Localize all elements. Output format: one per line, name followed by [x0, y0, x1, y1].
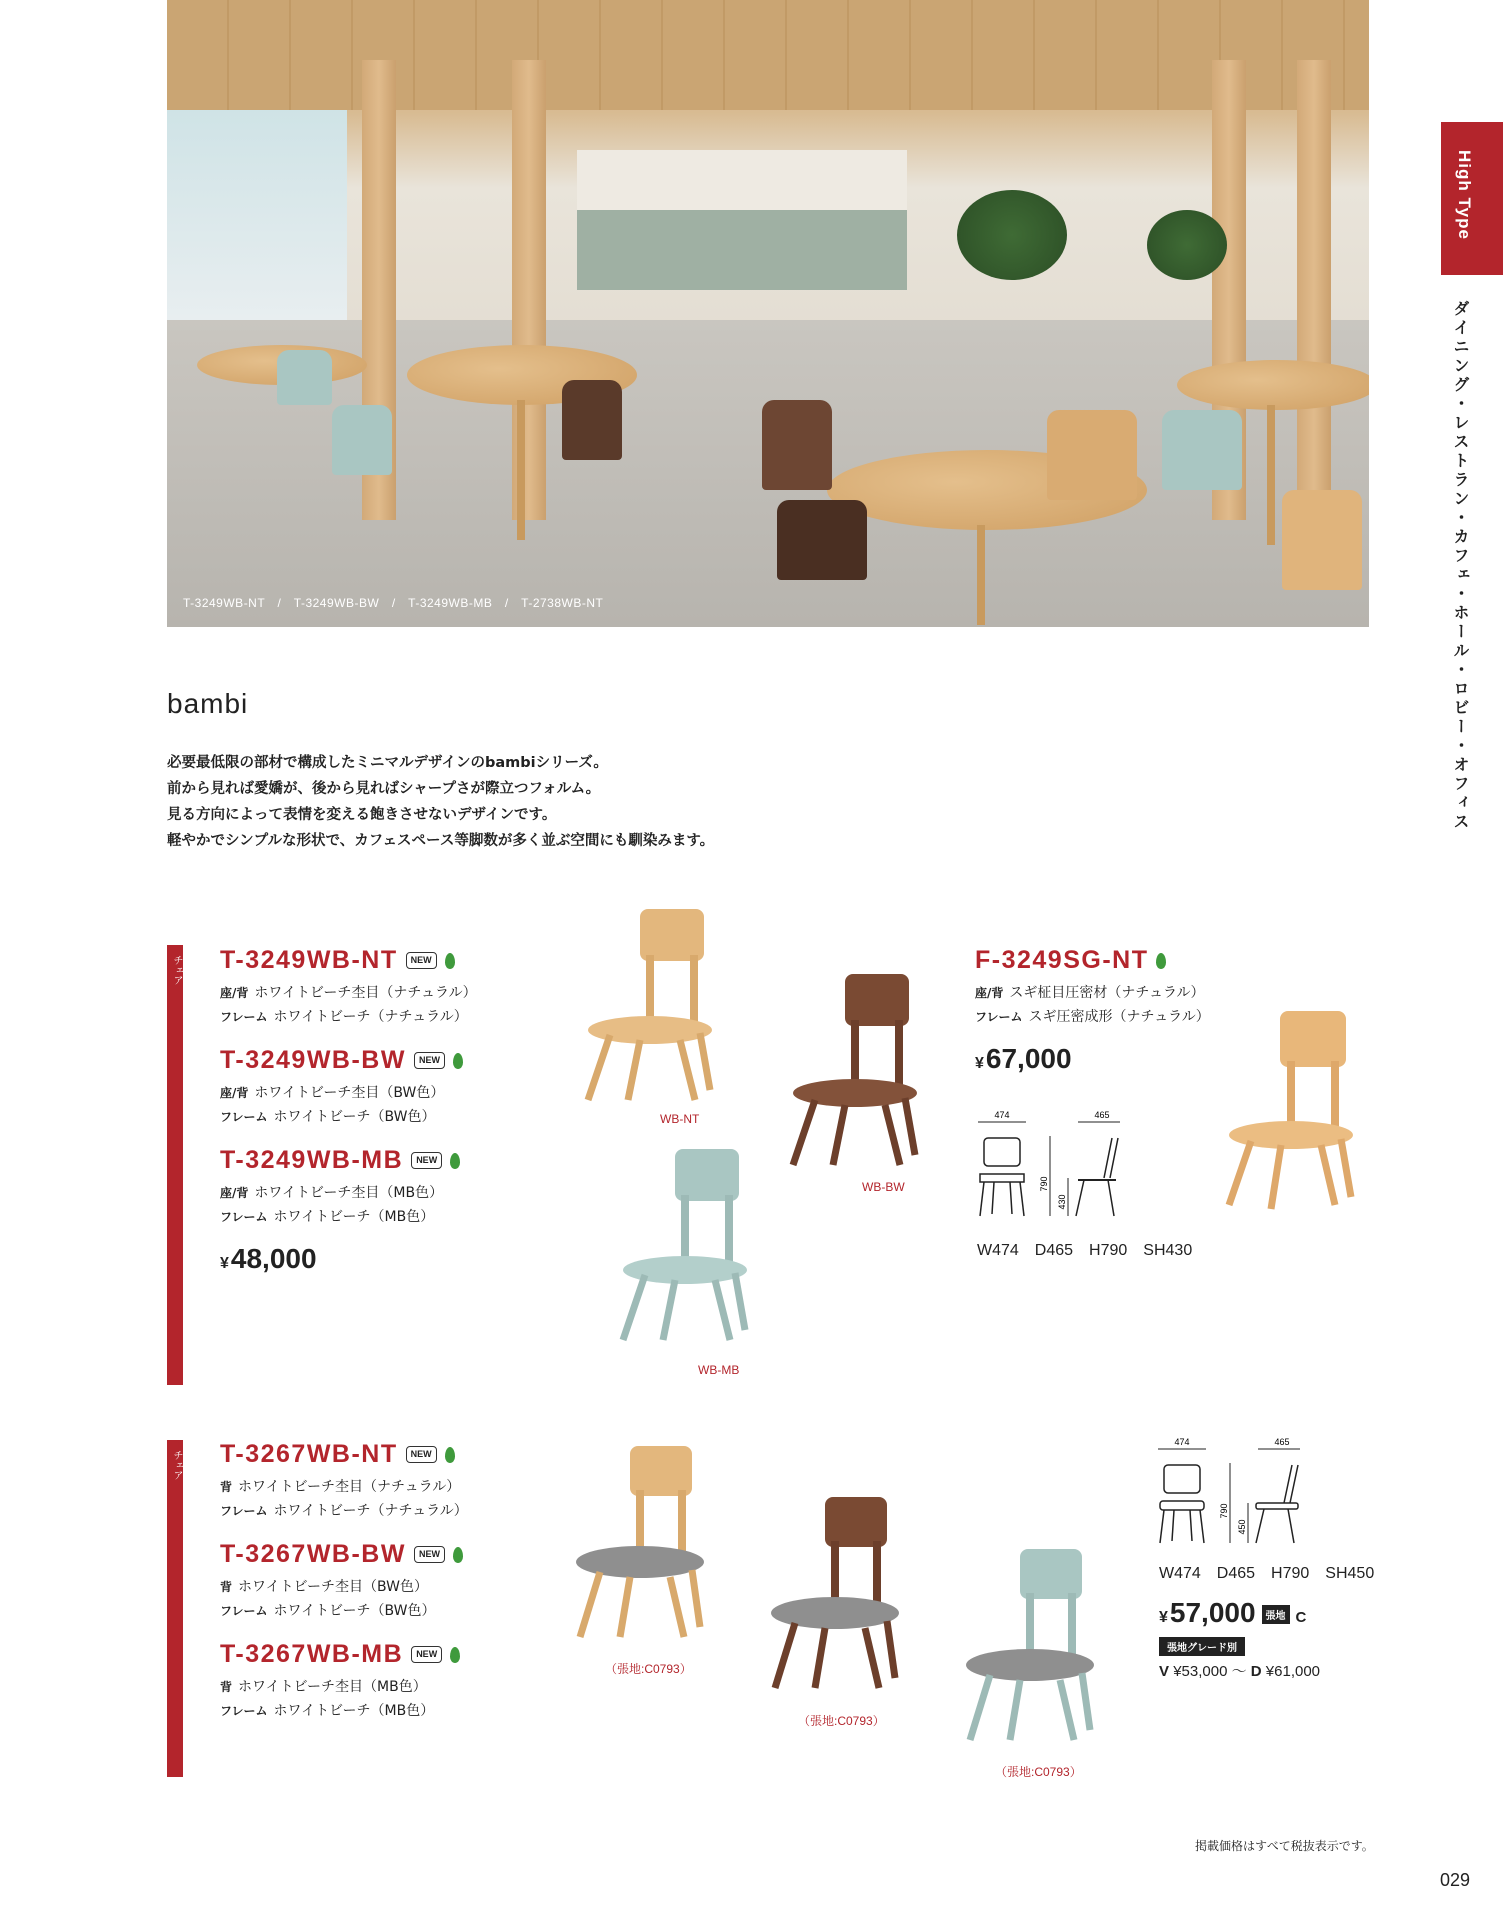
dim-seat-height: 430: [1057, 1194, 1067, 1210]
hero-photo: [167, 0, 1369, 627]
dimension-drawing: [970, 1108, 1120, 1223]
photo-counter: [577, 150, 907, 290]
eco-leaf-icon: [450, 1647, 460, 1663]
photo-ceiling: [167, 0, 1369, 110]
description-line: 見る方向によって表情を変える飽きさせないデザインです。: [167, 807, 557, 823]
dim-width: 474: [1174, 1437, 1190, 1447]
dimensions: W474 D465 H790 SH450: [1159, 1565, 1375, 1582]
spec-back: ホワイトビーチ杢目（MB色）: [238, 1679, 427, 1695]
spec-label: 座/背: [220, 1186, 249, 1200]
grade-tag: 張地グレード別: [1159, 1637, 1245, 1656]
spec-label: フレーム: [220, 1504, 268, 1518]
grade-price: ¥53,000: [1173, 1663, 1228, 1680]
spec-frame: ホワイトビーチ（ナチュラル）: [273, 1009, 468, 1025]
spec-label: 座/背: [975, 986, 1004, 1000]
product-code: T-3249WB-NT: [220, 946, 398, 974]
spec-label: フレーム: [220, 1110, 268, 1124]
section-marker: [167, 1440, 183, 1777]
product-code: T-3267WB-NT: [220, 1440, 398, 1468]
series-title: bambi: [167, 688, 249, 719]
spec-back: ホワイトビーチ杢目（ナチュラル）: [238, 1479, 461, 1495]
tax-note: 掲載価格はすべて税抜表示です。: [1195, 1839, 1374, 1853]
new-badge: NEW: [406, 1446, 437, 1463]
spec-frame: ホワイトビーチ（BW色）: [273, 1603, 436, 1619]
spec-label: 背: [220, 1580, 233, 1594]
price-value: 48,000: [230, 1243, 317, 1274]
eco-leaf-icon: [445, 1447, 455, 1463]
new-badge: NEW: [414, 1052, 445, 1069]
spec-label: フレーム: [220, 1704, 268, 1718]
product-code: T-3267WB-BW: [220, 1540, 406, 1568]
series-description: [167, 750, 714, 854]
page-number: 029: [1440, 1870, 1471, 1890]
spec-label: 座/背: [220, 986, 249, 1000]
photo-table: [1177, 360, 1369, 410]
chair-image-mb: [605, 1145, 765, 1345]
grade-price: ¥61,000: [1265, 1663, 1321, 1680]
spec-frame: ホワイトビーチ（ナチュラル）: [273, 1503, 468, 1519]
product-block: [220, 946, 477, 1029]
dim-depth: 465: [1094, 1110, 1110, 1120]
price: [220, 1243, 317, 1275]
grade-range: [1159, 1660, 1320, 1681]
spec-label: フレーム: [975, 1010, 1023, 1024]
dim-height: 790: [1039, 1176, 1049, 1192]
chair-image-nt: [560, 1442, 720, 1642]
fabric-label: （張地:C0793）: [995, 1765, 1082, 1779]
photo-plant: [957, 190, 1067, 280]
product-block: [220, 1440, 468, 1523]
category-tab-label: High Type: [1455, 150, 1474, 240]
product-block: [220, 1046, 463, 1129]
price: [975, 1043, 1072, 1075]
category-list: ダイニング・レストラン・カフェ・ホール・ロビー・オフィス: [1451, 300, 1470, 832]
section-marker-label: チェア: [171, 955, 182, 985]
price: [1159, 1597, 1306, 1629]
eco-leaf-icon: [453, 1547, 463, 1563]
dimensions: W474 D465 H790 SH430: [977, 1242, 1193, 1259]
new-badge: NEW: [406, 952, 437, 969]
dimension-drawing: [1150, 1435, 1300, 1550]
grade-letter: V: [1159, 1663, 1170, 1680]
product-code: T-3249WB-MB: [220, 1146, 404, 1174]
fabric-grade: C: [1295, 1609, 1307, 1626]
grade-separator: ～: [1231, 1663, 1247, 1680]
spec-frame: ホワイトビーチ（BW色）: [273, 1109, 436, 1125]
product-block: [220, 1146, 460, 1229]
section-marker-label: チェア: [171, 1450, 182, 1480]
chair-image-bw: [755, 1493, 915, 1693]
eco-leaf-icon: [450, 1153, 460, 1169]
photo-column: [1297, 60, 1331, 520]
chair-color-label: WB-BW: [862, 1180, 905, 1194]
spec-seat: スギ柾目圧密材（ナチュラル）: [1009, 985, 1205, 1001]
photo-window: [167, 110, 347, 320]
fabric-badge: 張地: [1262, 1605, 1290, 1624]
spec-seat: ホワイトビーチ杢目（MB色）: [254, 1185, 444, 1201]
fabric-label: （張地:C0793）: [798, 1714, 885, 1728]
spec-back: ホワイトビーチ杢目（BW色）: [238, 1579, 428, 1595]
eco-leaf-icon: [445, 953, 455, 969]
price-value: 57,000: [1169, 1597, 1256, 1628]
currency-symbol: ¥: [975, 1055, 984, 1072]
new-badge: NEW: [414, 1546, 445, 1563]
chair-image-sugi: [1215, 1005, 1365, 1215]
spec-label: フレーム: [220, 1604, 268, 1618]
dim-width: 474: [994, 1110, 1010, 1120]
dim-depth: 465: [1274, 1437, 1290, 1447]
eco-leaf-icon: [1156, 953, 1166, 969]
spec-seat: ホワイトビーチ杢目（BW色）: [254, 1085, 445, 1101]
spec-label: 背: [220, 1480, 233, 1494]
grade-info: [1159, 1636, 1320, 1681]
chair-color-label: WB-MB: [698, 1363, 740, 1377]
price-value: 67,000: [985, 1043, 1072, 1074]
chair-image-nt: [570, 905, 730, 1105]
new-badge: NEW: [411, 1152, 442, 1169]
currency-symbol: ¥: [1159, 1609, 1168, 1626]
spec-label: 背: [220, 1680, 233, 1694]
dim-seat-height: 450: [1237, 1519, 1247, 1535]
photo-plant: [1147, 210, 1227, 280]
photo-caption: T-3249WB-NT / T-3249WB-BW / T-3249WB-MB / T-2738WB-NT: [183, 596, 604, 610]
spec-frame: ホワイトビーチ（MB色）: [273, 1209, 435, 1225]
chair-image-mb: [950, 1545, 1110, 1745]
product-code: T-3249WB-BW: [220, 1046, 406, 1074]
eco-leaf-icon: [453, 1053, 463, 1069]
description-line: 軽やかでシンプルな形状で、カフェスペース等脚数が多く並ぶ空間にも馴染みます。: [167, 833, 715, 849]
chair-image-bw: [775, 970, 935, 1170]
spec-frame: スギ圧密成形（ナチュラル）: [1028, 1009, 1210, 1025]
product-block: [220, 1540, 463, 1623]
spec-seat: ホワイトビーチ杢目（ナチュラル）: [254, 985, 477, 1001]
fabric-label: （張地:C0793）: [605, 1662, 692, 1676]
spec-label: 座/背: [220, 1086, 249, 1100]
section-marker: [167, 945, 183, 1385]
spec-label: フレーム: [220, 1210, 268, 1224]
chair-color-label: WB-NT: [660, 1112, 700, 1126]
product-code: F-3249SG-NT: [975, 946, 1149, 974]
product-block: [220, 1640, 460, 1723]
description-line: 前から見れば愛嬌が、後から見ればシャープさが際立つフォルム。: [167, 781, 601, 797]
description-line: 必要最低限の部材で構成したミニマルデザインのbambiシリーズ。: [167, 755, 608, 771]
product-block: [975, 946, 1210, 1029]
new-badge: NEW: [411, 1646, 442, 1663]
grade-letter: D: [1250, 1663, 1262, 1680]
spec-frame: ホワイトビーチ（MB色）: [273, 1703, 435, 1719]
currency-symbol: ¥: [220, 1255, 229, 1272]
spec-label: フレーム: [220, 1010, 268, 1024]
product-code: T-3267WB-MB: [220, 1640, 404, 1668]
dim-height: 790: [1219, 1503, 1229, 1519]
